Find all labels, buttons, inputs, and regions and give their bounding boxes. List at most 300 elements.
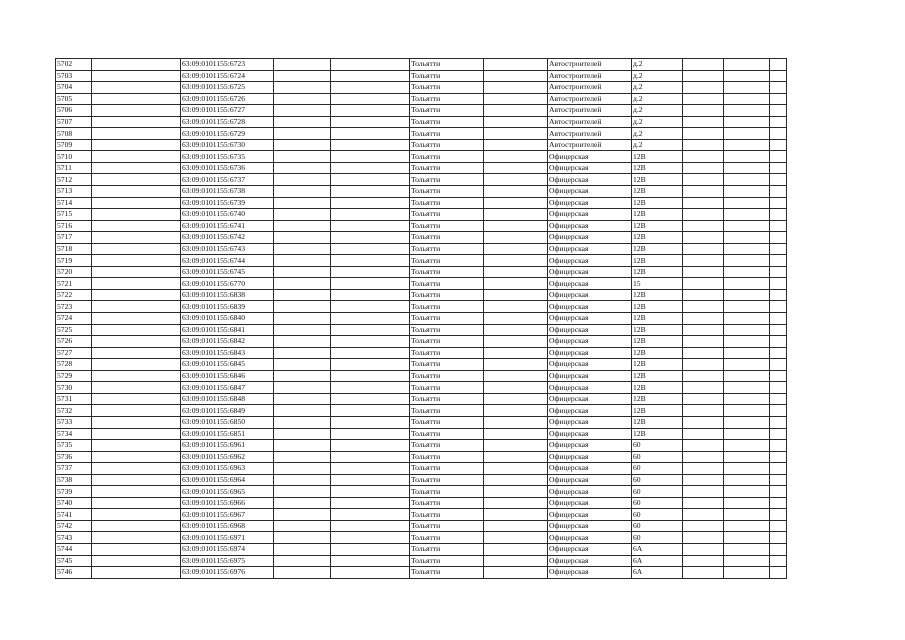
table-row [56, 151, 787, 163]
empty-cell [683, 520, 724, 532]
street-cell: Автостроителей [548, 116, 632, 128]
city-cell: Тольятти [410, 416, 484, 428]
street-cell: Офицерская [548, 347, 632, 359]
table-row [56, 370, 787, 382]
empty-cell [770, 474, 787, 486]
row-number-cell: 5734 [56, 428, 92, 440]
empty-cell [724, 474, 770, 486]
house-number-cell: 60 [632, 509, 683, 521]
empty-cell [274, 301, 331, 313]
house-number-cell: 15 [632, 278, 683, 290]
city-cell: Тольятти [410, 59, 484, 71]
empty-cell [331, 416, 410, 428]
table-row [56, 232, 787, 244]
empty-cell [274, 370, 331, 382]
city-cell: Тольятти [410, 555, 484, 567]
house-number-cell: 12В [632, 347, 683, 359]
empty-cell [92, 405, 181, 417]
empty-cell [92, 174, 181, 186]
empty-cell [484, 197, 548, 209]
row-number-cell: 5726 [56, 336, 92, 348]
empty-cell [484, 509, 548, 521]
empty-cell [274, 116, 331, 128]
cadastral-number-cell: 63:09:0101155:6847 [181, 382, 274, 394]
row-number-cell: 5729 [56, 370, 92, 382]
cadastral-number-cell: 63:09:0101155:6727 [181, 105, 274, 117]
street-cell: Офицерская [548, 266, 632, 278]
table-row [56, 497, 787, 509]
city-cell: Тольятти [410, 347, 484, 359]
empty-cell [724, 370, 770, 382]
empty-cell [770, 405, 787, 417]
house-number-cell: 12В [632, 289, 683, 301]
table-row [56, 520, 787, 532]
row-number-cell: 5722 [56, 289, 92, 301]
empty-cell [331, 301, 410, 313]
empty-cell [92, 382, 181, 394]
empty-cell [92, 59, 181, 71]
empty-cell [683, 301, 724, 313]
empty-cell [331, 266, 410, 278]
empty-cell [683, 186, 724, 198]
empty-cell [484, 255, 548, 267]
city-cell: Тольятти [410, 359, 484, 371]
empty-cell [274, 463, 331, 475]
empty-cell [331, 370, 410, 382]
empty-cell [274, 151, 331, 163]
empty-cell [770, 382, 787, 394]
empty-cell [484, 543, 548, 555]
empty-cell [724, 232, 770, 244]
house-number-cell: д.2 [632, 105, 683, 117]
city-cell: Тольятти [410, 497, 484, 509]
row-number-cell: 5720 [56, 266, 92, 278]
empty-cell [331, 232, 410, 244]
empty-cell [484, 220, 548, 232]
house-number-cell: 6А [632, 567, 683, 579]
empty-cell [770, 266, 787, 278]
row-number-cell: 5738 [56, 474, 92, 486]
empty-cell [770, 232, 787, 244]
empty-cell [770, 197, 787, 209]
empty-cell [683, 347, 724, 359]
empty-cell [770, 82, 787, 94]
row-number-cell: 5731 [56, 393, 92, 405]
empty-cell [331, 336, 410, 348]
empty-cell [724, 463, 770, 475]
cadastral-number-cell: 63:09:0101155:6745 [181, 266, 274, 278]
street-cell: Офицерская [548, 324, 632, 336]
empty-cell [724, 509, 770, 521]
row-number-cell: 5743 [56, 532, 92, 544]
empty-cell [274, 416, 331, 428]
empty-cell [484, 174, 548, 186]
empty-cell [683, 486, 724, 498]
empty-cell [92, 370, 181, 382]
empty-cell [484, 128, 548, 140]
city-cell: Тольятти [410, 289, 484, 301]
row-number-cell: 5745 [56, 555, 92, 567]
empty-cell [274, 359, 331, 371]
city-cell: Тольятти [410, 486, 484, 498]
empty-cell [274, 209, 331, 221]
empty-cell [683, 428, 724, 440]
empty-cell [724, 543, 770, 555]
empty-cell [331, 382, 410, 394]
city-cell: Тольятти [410, 162, 484, 174]
table-row [56, 567, 787, 579]
house-number-cell: 6А [632, 555, 683, 567]
row-number-cell: 5742 [56, 520, 92, 532]
cadastral-number-cell: 63:09:0101155:6838 [181, 289, 274, 301]
empty-cell [724, 278, 770, 290]
table-row [56, 451, 787, 463]
empty-cell [770, 370, 787, 382]
cadastral-number-cell: 63:09:0101155:6964 [181, 474, 274, 486]
empty-cell [724, 116, 770, 128]
empty-cell [274, 313, 331, 325]
cadastral-number-cell: 63:09:0101155:6842 [181, 336, 274, 348]
cadastral-number-cell: 63:09:0101155:6850 [181, 416, 274, 428]
house-number-cell: 60 [632, 486, 683, 498]
empty-cell [92, 428, 181, 440]
empty-cell [274, 197, 331, 209]
street-cell: Офицерская [548, 255, 632, 267]
empty-cell [92, 393, 181, 405]
street-cell: Офицерская [548, 359, 632, 371]
cadastral-number-cell: 63:09:0101155:6961 [181, 440, 274, 452]
table-row [56, 347, 787, 359]
house-number-cell: 60 [632, 463, 683, 475]
house-number-cell: 12В [632, 393, 683, 405]
street-cell: Автостроителей [548, 105, 632, 117]
empty-cell [724, 555, 770, 567]
city-cell: Тольятти [410, 567, 484, 579]
empty-cell [92, 220, 181, 232]
table-row [56, 359, 787, 371]
cadastral-number-cell: 63:09:0101155:6723 [181, 59, 274, 71]
empty-cell [274, 162, 331, 174]
empty-cell [274, 555, 331, 567]
empty-cell [92, 543, 181, 555]
street-cell: Офицерская [548, 532, 632, 544]
table-row [56, 128, 787, 140]
empty-cell [484, 93, 548, 105]
city-cell: Тольятти [410, 543, 484, 555]
cadastral-number-cell: 63:09:0101155:6976 [181, 567, 274, 579]
city-cell: Тольятти [410, 255, 484, 267]
empty-cell [331, 186, 410, 198]
row-number-cell: 5709 [56, 139, 92, 151]
table-row [56, 82, 787, 94]
table-row [56, 139, 787, 151]
empty-cell [770, 151, 787, 163]
table-row [56, 105, 787, 117]
empty-cell [274, 220, 331, 232]
row-number-cell: 5710 [56, 151, 92, 163]
empty-cell [724, 520, 770, 532]
empty-cell [770, 359, 787, 371]
house-number-cell: д.2 [632, 82, 683, 94]
table-row [56, 416, 787, 428]
empty-cell [331, 520, 410, 532]
empty-cell [770, 463, 787, 475]
empty-cell [92, 232, 181, 244]
property-registry-table [55, 58, 787, 579]
row-number-cell: 5715 [56, 209, 92, 221]
house-number-cell: 60 [632, 440, 683, 452]
empty-cell [683, 567, 724, 579]
empty-cell [92, 209, 181, 221]
empty-cell [683, 382, 724, 394]
empty-cell [724, 139, 770, 151]
empty-cell [331, 59, 410, 71]
empty-cell [484, 232, 548, 244]
street-cell: Автостроителей [548, 128, 632, 140]
street-cell: Офицерская [548, 382, 632, 394]
cadastral-number-cell: 63:09:0101155:6963 [181, 463, 274, 475]
street-cell: Офицерская [548, 393, 632, 405]
empty-cell [92, 278, 181, 290]
street-cell: Офицерская [548, 463, 632, 475]
empty-cell [770, 70, 787, 82]
house-number-cell: 12В [632, 416, 683, 428]
empty-cell [484, 567, 548, 579]
empty-cell [484, 520, 548, 532]
empty-cell [724, 324, 770, 336]
house-number-cell: 60 [632, 474, 683, 486]
row-number-cell: 5705 [56, 93, 92, 105]
table-row [56, 289, 787, 301]
house-number-cell: 12В [632, 336, 683, 348]
empty-cell [770, 555, 787, 567]
empty-cell [484, 486, 548, 498]
table-row [56, 543, 787, 555]
empty-cell [770, 162, 787, 174]
empty-cell [683, 463, 724, 475]
row-number-cell: 5737 [56, 463, 92, 475]
empty-cell [683, 370, 724, 382]
empty-cell [331, 255, 410, 267]
city-cell: Тольятти [410, 336, 484, 348]
city-cell: Тольятти [410, 232, 484, 244]
empty-cell [724, 151, 770, 163]
empty-cell [331, 70, 410, 82]
empty-cell [770, 220, 787, 232]
empty-cell [770, 451, 787, 463]
empty-cell [274, 336, 331, 348]
empty-cell [770, 416, 787, 428]
empty-cell [770, 59, 787, 71]
empty-cell [724, 174, 770, 186]
empty-cell [724, 532, 770, 544]
empty-cell [274, 243, 331, 255]
empty-cell [724, 416, 770, 428]
empty-cell [331, 463, 410, 475]
empty-cell [770, 209, 787, 221]
empty-cell [331, 105, 410, 117]
cadastral-number-cell: 63:09:0101155:6743 [181, 243, 274, 255]
empty-cell [683, 497, 724, 509]
empty-cell [331, 497, 410, 509]
empty-cell [724, 59, 770, 71]
city-cell: Тольятти [410, 278, 484, 290]
empty-cell [274, 289, 331, 301]
empty-cell [683, 278, 724, 290]
empty-cell [331, 313, 410, 325]
empty-cell [770, 243, 787, 255]
empty-cell [331, 532, 410, 544]
empty-cell [274, 105, 331, 117]
empty-cell [770, 139, 787, 151]
street-cell: Офицерская [548, 289, 632, 301]
empty-cell [683, 313, 724, 325]
street-cell: Офицерская [548, 486, 632, 498]
empty-cell [331, 405, 410, 417]
table-row [56, 555, 787, 567]
cadastral-number-cell: 63:09:0101155:6968 [181, 520, 274, 532]
table-row [56, 474, 787, 486]
empty-cell [274, 255, 331, 267]
empty-cell [683, 440, 724, 452]
empty-cell [724, 255, 770, 267]
empty-cell [484, 497, 548, 509]
empty-cell [92, 313, 181, 325]
row-number-cell: 5712 [56, 174, 92, 186]
cadastral-number-cell: 63:09:0101155:6724 [181, 70, 274, 82]
row-number-cell: 5704 [56, 82, 92, 94]
empty-cell [274, 82, 331, 94]
cadastral-number-cell: 63:09:0101155:6849 [181, 405, 274, 417]
cadastral-number-cell: 63:09:0101155:6966 [181, 497, 274, 509]
empty-cell [724, 440, 770, 452]
empty-cell [331, 151, 410, 163]
empty-cell [683, 555, 724, 567]
table-row [56, 324, 787, 336]
empty-cell [724, 451, 770, 463]
street-cell: Автостроителей [548, 82, 632, 94]
empty-cell [724, 128, 770, 140]
street-cell: Офицерская [548, 301, 632, 313]
cadastral-number-cell: 63:09:0101155:6770 [181, 278, 274, 290]
table-row [56, 116, 787, 128]
empty-cell [724, 359, 770, 371]
empty-cell [92, 463, 181, 475]
cadastral-number-cell: 63:09:0101155:6965 [181, 486, 274, 498]
empty-cell [274, 59, 331, 71]
empty-cell [274, 520, 331, 532]
city-cell: Тольятти [410, 197, 484, 209]
empty-cell [724, 336, 770, 348]
empty-cell [770, 174, 787, 186]
street-cell: Офицерская [548, 243, 632, 255]
cadastral-number-cell: 63:09:0101155:6736 [181, 162, 274, 174]
table-row [56, 393, 787, 405]
house-number-cell: 12В [632, 197, 683, 209]
empty-cell [683, 543, 724, 555]
empty-cell [92, 359, 181, 371]
empty-cell [484, 393, 548, 405]
row-number-cell: 5713 [56, 186, 92, 198]
empty-cell [484, 451, 548, 463]
empty-cell [274, 324, 331, 336]
empty-cell [770, 520, 787, 532]
city-cell: Тольятти [410, 509, 484, 521]
empty-cell [92, 474, 181, 486]
empty-cell [331, 451, 410, 463]
empty-cell [331, 347, 410, 359]
street-cell: Офицерская [548, 370, 632, 382]
city-cell: Тольятти [410, 324, 484, 336]
empty-cell [770, 186, 787, 198]
empty-cell [274, 278, 331, 290]
empty-cell [770, 393, 787, 405]
street-cell: Офицерская [548, 520, 632, 532]
empty-cell [770, 509, 787, 521]
empty-cell [683, 105, 724, 117]
cadastral-number-cell: 63:09:0101155:6729 [181, 128, 274, 140]
empty-cell [683, 232, 724, 244]
empty-cell [770, 497, 787, 509]
house-number-cell: 60 [632, 520, 683, 532]
empty-cell [484, 347, 548, 359]
street-cell: Офицерская [548, 278, 632, 290]
empty-cell [724, 162, 770, 174]
empty-cell [92, 289, 181, 301]
row-number-cell: 5732 [56, 405, 92, 417]
empty-cell [683, 209, 724, 221]
empty-cell [92, 497, 181, 509]
empty-cell [484, 162, 548, 174]
empty-cell [770, 313, 787, 325]
empty-cell [724, 428, 770, 440]
empty-cell [484, 278, 548, 290]
city-cell: Тольятти [410, 463, 484, 475]
empty-cell [484, 70, 548, 82]
table-row [56, 440, 787, 452]
empty-cell [683, 266, 724, 278]
empty-cell [92, 186, 181, 198]
empty-cell [683, 474, 724, 486]
street-cell: Офицерская [548, 197, 632, 209]
house-number-cell: д.2 [632, 139, 683, 151]
empty-cell [683, 116, 724, 128]
row-number-cell: 5740 [56, 497, 92, 509]
empty-cell [683, 197, 724, 209]
city-cell: Тольятти [410, 520, 484, 532]
table-row [56, 220, 787, 232]
house-number-cell: д.2 [632, 59, 683, 71]
cadastral-number-cell: 63:09:0101155:6839 [181, 301, 274, 313]
empty-cell [331, 509, 410, 521]
row-number-cell: 5746 [56, 567, 92, 579]
house-number-cell: 60 [632, 451, 683, 463]
empty-cell [92, 555, 181, 567]
empty-cell [274, 393, 331, 405]
city-cell: Тольятти [410, 139, 484, 151]
city-cell: Тольятти [410, 93, 484, 105]
street-cell: Офицерская [548, 497, 632, 509]
street-cell: Офицерская [548, 555, 632, 567]
empty-cell [484, 370, 548, 382]
empty-cell [724, 567, 770, 579]
empty-cell [484, 289, 548, 301]
empty-cell [770, 116, 787, 128]
empty-cell [92, 440, 181, 452]
cadastral-number-cell: 63:09:0101155:6744 [181, 255, 274, 267]
empty-cell [274, 497, 331, 509]
empty-cell [484, 82, 548, 94]
